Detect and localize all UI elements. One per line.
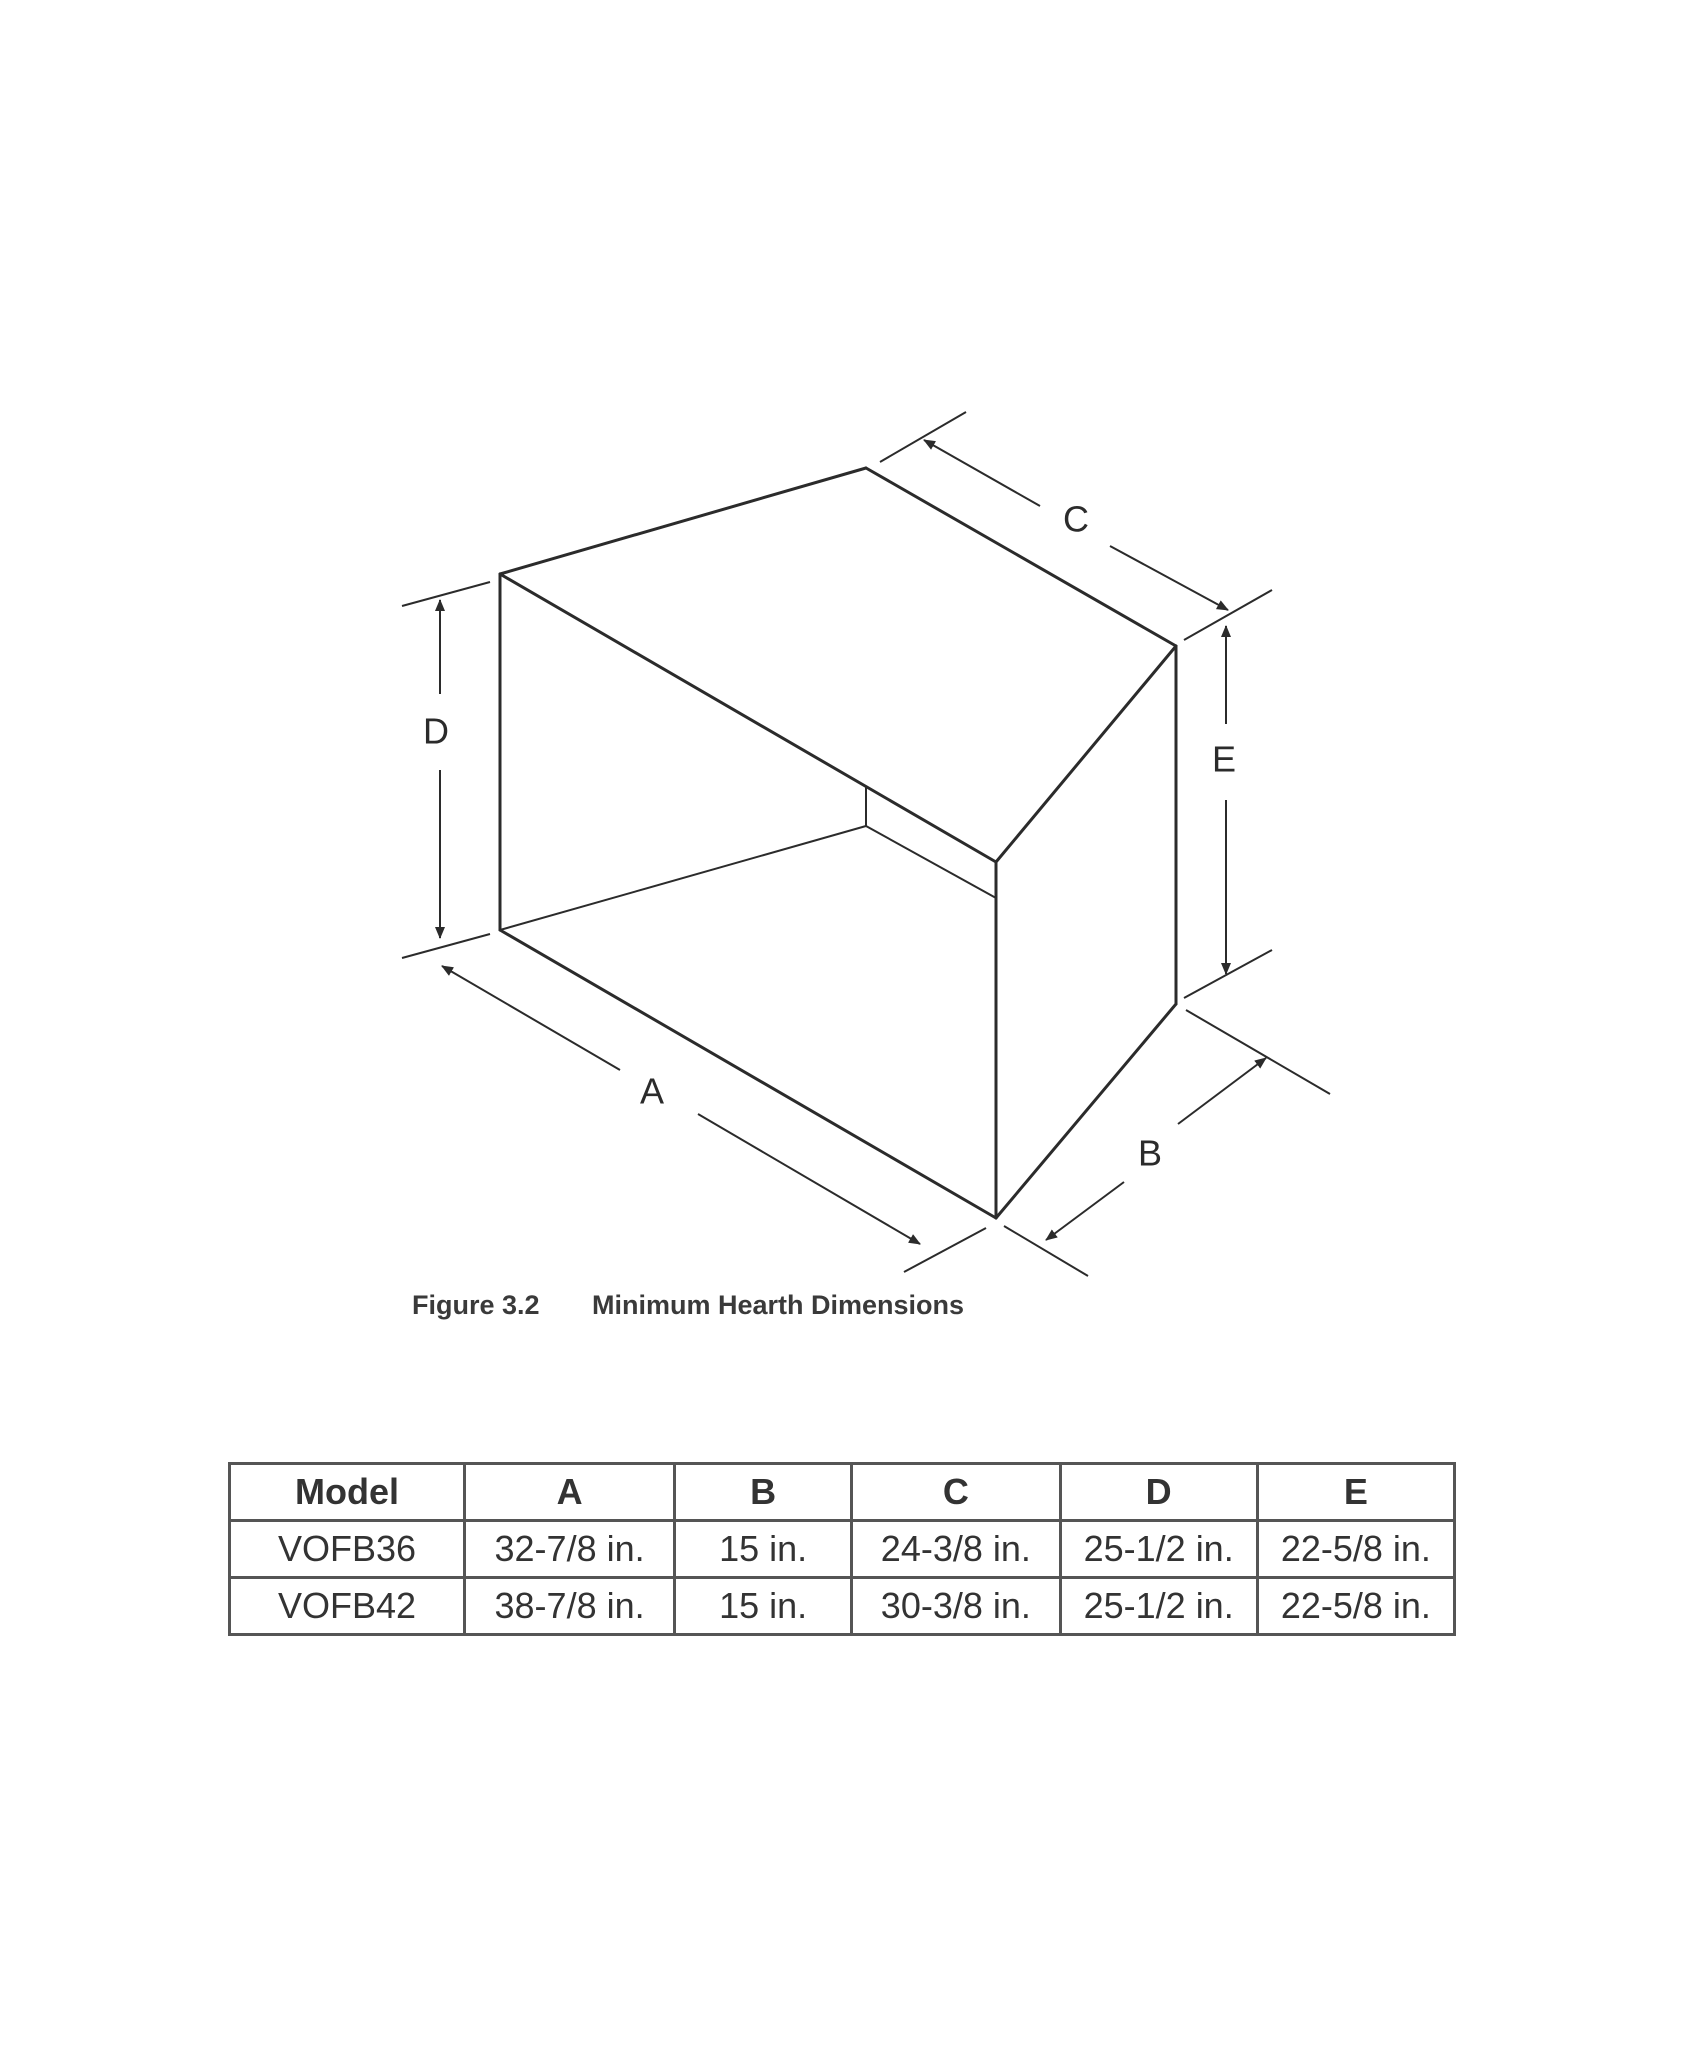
inner-floor-edge [500, 826, 866, 930]
cell-model: VOFB42 [230, 1578, 465, 1635]
ext-bottom-corner [904, 1228, 986, 1272]
cell-d: 25-1/2 in. [1060, 1521, 1257, 1578]
cell-d: 25-1/2 in. [1060, 1578, 1257, 1635]
cell-b: 15 in. [675, 1521, 852, 1578]
cell-b: 15 in. [675, 1578, 852, 1635]
ext-bottom-left [402, 934, 490, 958]
bottom-front-edge [500, 930, 996, 1218]
dimension-a-line-left [442, 966, 620, 1070]
cell-e: 22-5/8 in. [1257, 1521, 1454, 1578]
inner-top-edge [500, 574, 996, 862]
dimension-b [1046, 1058, 1266, 1240]
header-a: A [465, 1464, 675, 1521]
dimension-d [423, 600, 449, 938]
dimension-b-label: B [1137, 1132, 1163, 1174]
figure-caption [412, 1290, 964, 1321]
cell-c: 24-3/8 in. [852, 1521, 1060, 1578]
extension-lines [402, 412, 1330, 1276]
ext-b-front [1004, 1226, 1088, 1276]
header-d: D [1060, 1464, 1257, 1521]
dimension-c [924, 440, 1228, 610]
cell-model: VOFB36 [230, 1521, 465, 1578]
cell-a: 38-7/8 in. [465, 1578, 675, 1635]
ext-b-back [1186, 1010, 1330, 1094]
header-model: Model [230, 1464, 465, 1521]
dimension-b-line-lower [1046, 1182, 1124, 1240]
ext-top-left [402, 582, 490, 606]
dimension-a-line-right [698, 1114, 920, 1244]
cell-a: 32-7/8 in. [465, 1521, 675, 1578]
top-left-edge [500, 468, 866, 574]
ext-right-bottom [1184, 950, 1272, 998]
ext-top-right [1184, 590, 1272, 640]
roof-diagonal-edge [996, 646, 1176, 862]
figure-number: Figure 3.2 [412, 1290, 540, 1320]
header-e: E [1257, 1464, 1454, 1521]
table-row [230, 1578, 1455, 1635]
ext-top-back [880, 412, 966, 462]
dimension-a-label: A [639, 1070, 665, 1112]
dimension-d-label: D [423, 710, 449, 752]
bottom-right-edge [996, 1004, 1176, 1218]
header-b: B [675, 1464, 852, 1521]
cell-e: 22-5/8 in. [1257, 1578, 1454, 1635]
inner-sill-edge [866, 826, 996, 898]
cell-c: 30-3/8 in. [852, 1578, 1060, 1635]
dimension-e [1212, 626, 1236, 974]
hearth-outline [500, 468, 1176, 1218]
dimensions-table [228, 1462, 1456, 1636]
dimension-c-line-upper [924, 440, 1040, 506]
dimension-c-line-lower [1110, 546, 1228, 610]
dimension-c-label: C [1063, 498, 1089, 540]
dimension-b-line-upper [1178, 1058, 1266, 1124]
table-header-row [230, 1464, 1455, 1521]
dimension-a [442, 966, 920, 1244]
header-c: C [852, 1464, 1060, 1521]
dimension-e-label: E [1211, 738, 1237, 780]
table-row [230, 1521, 1455, 1578]
figure-title: Minimum Hearth Dimensions [592, 1290, 965, 1320]
